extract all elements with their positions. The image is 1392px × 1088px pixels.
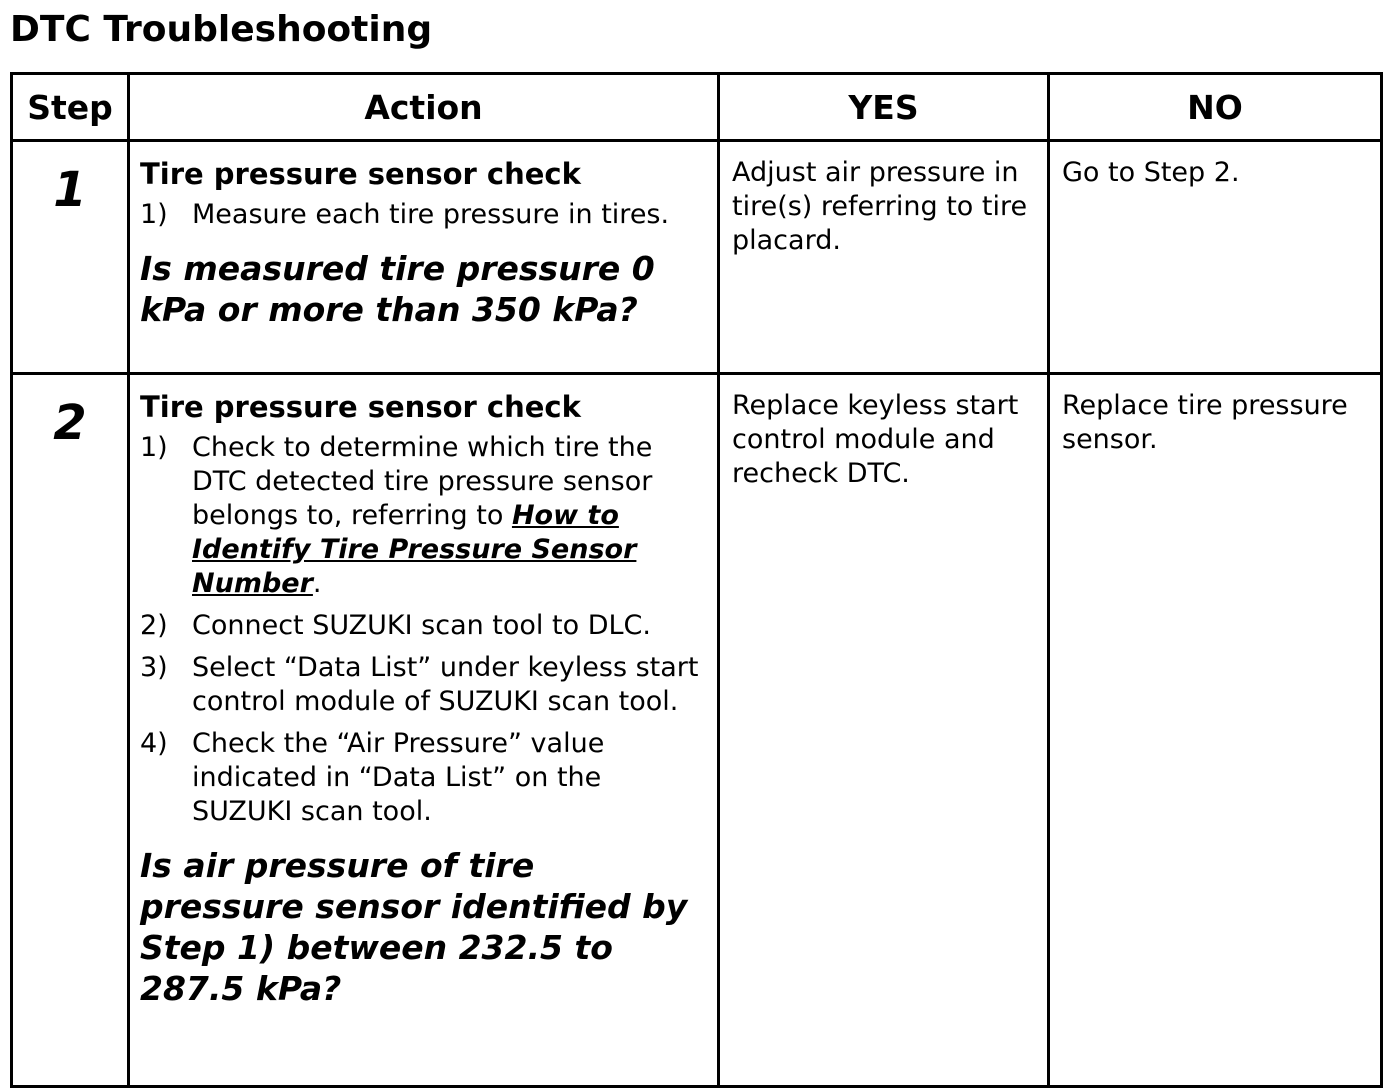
action-steps (140, 198, 707, 232)
table-row (12, 374, 1382, 1087)
header-no: NO (1049, 74, 1382, 141)
page-title: DTC Troubleshooting (10, 9, 433, 50)
item-number: 4) (140, 728, 168, 759)
table-row (12, 141, 1382, 374)
step-question: Is measured tire pressure 0 kPa or more than 350 kPa? (140, 249, 655, 329)
item-number: 2) (140, 610, 168, 641)
table-header-row (12, 74, 1382, 141)
action-cell (129, 374, 719, 1087)
no-answer: Go to Step 2. (1049, 141, 1382, 374)
item-text: Check the “Air Pressure” value indicated in “Data List” on the SUZUKI scan tool. (192, 728, 605, 827)
action-title: Tire pressure sensor check (140, 390, 581, 424)
yes-answer: Replace keyless start control module and recheck DTC. (719, 374, 1049, 1087)
header-step: Step (12, 74, 129, 141)
list-item (140, 431, 707, 601)
header-yes: YES (719, 74, 1049, 141)
action-steps (140, 431, 707, 829)
list-item (140, 727, 707, 829)
item-number: 3) (140, 652, 168, 683)
item-text: Measure each tire pressure in tires. (192, 199, 670, 230)
list-item (140, 651, 707, 719)
list-item (140, 198, 707, 232)
item-text-before: Check to determine which tire the DTC detected tire pressure sensor belongs to, referring to (192, 432, 653, 531)
item-number: 1) (140, 199, 168, 230)
troubleshooting-table (10, 72, 1383, 1088)
item-text: Connect SUZUKI scan tool to DLC. (192, 610, 651, 641)
list-item (140, 609, 707, 643)
item-text (192, 431, 707, 601)
step-number: 2 (12, 374, 129, 1087)
no-answer: Replace tire pressure sensor. (1049, 374, 1382, 1087)
yes-answer: Adjust air pressure in tire(s) referring to tire placard. (719, 141, 1049, 374)
item-text-after: . (312, 568, 322, 599)
sensor-number-link[interactable]: How to Identify Tire Pressure Sensor Number (192, 500, 637, 599)
action-title: Tire pressure sensor check (140, 157, 581, 191)
item-number: 1) (140, 432, 168, 463)
step-question: Is air pressure of tire pressure sensor identified by Step 1) between 232.5 to 287.5 kPa? (140, 846, 688, 1008)
step-number: 1 (12, 141, 129, 374)
item-text: Select “Data List” under keyless start control module of SUZUKI scan tool. (192, 652, 699, 717)
action-cell (129, 141, 719, 374)
header-action: Action (129, 74, 719, 141)
